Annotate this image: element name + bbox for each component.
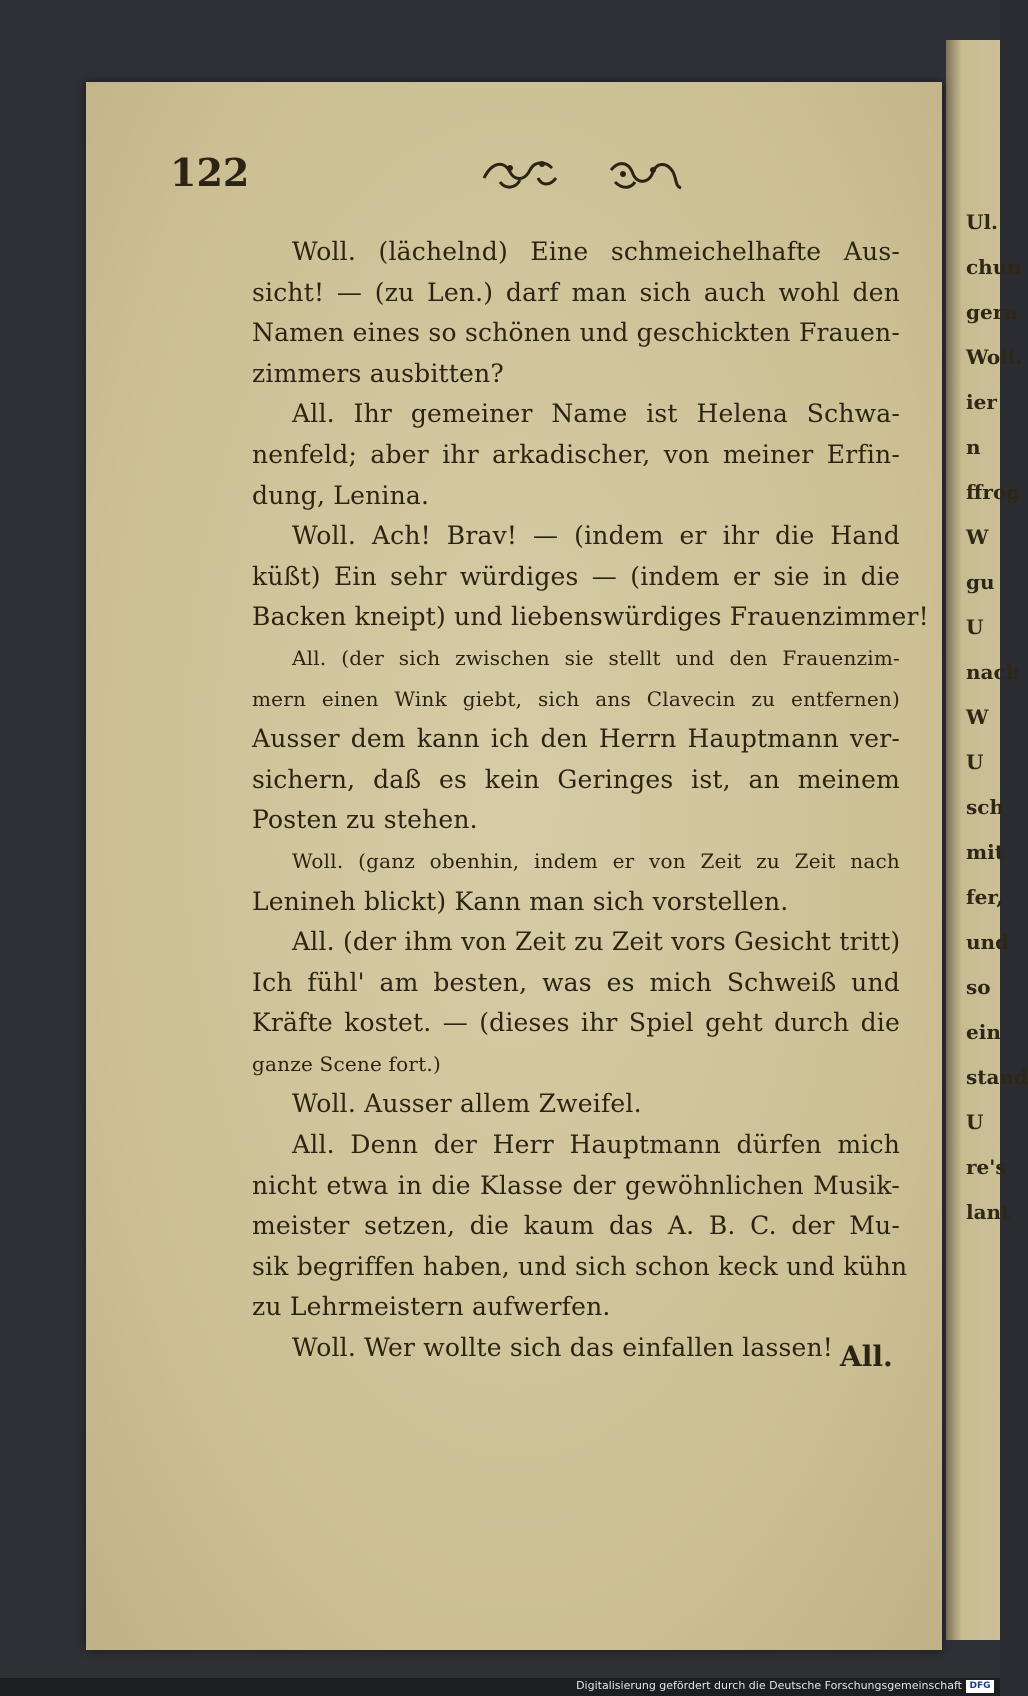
edge-fragment: ier: [966, 390, 997, 414]
text-line-content: sicht! — (zu Len.) darf man sich auch wohl den: [252, 277, 900, 307]
text-line-content: zimmers ausbitten?: [252, 358, 504, 388]
text-line-content: sik begriffen haben, und sich schon keck und kühn: [252, 1251, 908, 1281]
edge-fragment: Woll.: [966, 345, 1023, 369]
text-line-content: Woll. Ausser allem Zweifel.: [292, 1089, 642, 1119]
edge-fragment: U: [966, 1110, 984, 1134]
edge-fragment: sch: [966, 795, 1004, 819]
edge-fragment: und: [966, 930, 1010, 954]
adjacent-page-text-fragments: [966, 210, 1028, 1410]
text-line: [252, 1084, 900, 1125]
text-line-content: Backen kneipt) und liebenswürdiges Frauenzimmer!: [252, 602, 929, 632]
text-line-content: küßt) Ein sehr würdiges — (indem er sie in die: [252, 561, 900, 591]
ornament-left-icon: [480, 152, 560, 196]
edge-fragment: ein: [966, 1020, 1001, 1044]
text-line-content: Woll. (ganz obenhin, indem er von Zeit zu Zeit nach: [292, 848, 900, 873]
text-line: [252, 1166, 900, 1207]
text-line: [252, 800, 900, 841]
catchword: All.: [840, 1340, 893, 1373]
text-line: [252, 476, 900, 517]
text-line-content: All. Ihr gemeiner Name ist Helena Schwa-: [292, 399, 900, 429]
text-line-content: sichern, daß es kein Geringes ist, an meinem: [252, 764, 900, 794]
edge-fragment: U: [966, 615, 984, 639]
text-line-content: Woll. (lächelnd) Eine schmeichelhafte Aus-: [292, 237, 900, 266]
page-number: 122: [170, 150, 250, 195]
edge-fragment: re's: [966, 1155, 1007, 1179]
text-line: [252, 232, 900, 273]
text-line: [252, 882, 900, 923]
text-line: [252, 354, 900, 395]
text-line-content: ganze Scene fort.): [252, 1051, 441, 1076]
text-line: [252, 1125, 900, 1166]
text-line-content: mern einen Wink giebt, sich ans Clavecin zu entfernen): [252, 686, 900, 711]
ornament-right-icon: [605, 152, 685, 196]
edge-fragment: ffrog: [966, 480, 1021, 504]
edge-fragment: mit: [966, 840, 1004, 864]
edge-fragment: Ul.: [966, 210, 999, 234]
text-line-content: nicht etwa in die Klasse der gewöhnlichen Musik-: [252, 1170, 900, 1200]
text-line-content: Ausser dem kann ich den Herrn Hauptmann ver-: [252, 724, 900, 754]
edge-fragment: n: [966, 435, 981, 459]
edge-fragment: U: [966, 750, 984, 774]
body-text: [252, 232, 929, 1369]
text-line: [252, 1287, 900, 1328]
text-line: [252, 597, 929, 638]
dfg-logo: DFG: [966, 1680, 994, 1693]
text-line: [252, 841, 900, 882]
edge-fragment: gern: [966, 300, 1018, 324]
text-line-content: Woll. Ach! Brav! — (indem er ihr die Hand: [292, 521, 900, 551]
text-line-content: Namen eines so schönen und geschickten Frauen-: [252, 318, 900, 348]
text-line: [252, 1206, 900, 1247]
text-line: [252, 313, 900, 354]
text-line-content: Ich fühl' am besten, was es mich Schweiß und: [252, 967, 900, 997]
text-line: [252, 638, 900, 679]
edge-fragment: lant: [966, 1200, 1011, 1224]
text-line-content: nenfeld; aber ihr arkadischer, von meiner Erfin-: [252, 439, 900, 469]
text-line-content: Woll. Wer wollte sich das einfallen lassen!: [292, 1333, 834, 1363]
text-line-content: Posten zu stehen.: [252, 805, 478, 835]
text-line: [252, 1003, 900, 1044]
edge-fragment: gu: [966, 570, 995, 594]
text-line: [252, 273, 900, 314]
edge-fragment: so: [966, 975, 991, 999]
text-line-content: All. (der ihm von Zeit zu Zeit vors Gesicht tritt): [292, 927, 901, 957]
text-line: [252, 719, 900, 760]
text-line: [252, 1247, 908, 1288]
text-line: [252, 435, 900, 476]
text-line: [252, 394, 900, 435]
text-line: [252, 557, 900, 598]
text-line-content: All. (der sich zwischen sie stellt und den Frauenzim-: [292, 645, 900, 670]
text-line: [252, 1328, 900, 1369]
edge-fragment: stand: [966, 1065, 1028, 1089]
text-line: [252, 679, 900, 720]
edge-fragment: W: [966, 705, 989, 729]
edge-fragment: W: [966, 525, 989, 549]
text-line-content: zu Lehrmeistern aufwerfen.: [252, 1292, 611, 1322]
footer-credit: Digitalisierung gefördert durch die Deutsche Forschungsgemeinschaft: [576, 1679, 962, 1692]
text-line-content: Lenineh blickt) Kann man sich vorstellen.: [252, 886, 789, 916]
text-line: [252, 1044, 900, 1085]
edge-fragment: fer,: [966, 885, 1004, 909]
text-line: [252, 516, 900, 557]
edge-fragment: nach: [966, 660, 1021, 684]
text-line: [252, 922, 900, 963]
edge-fragment: chun: [966, 255, 1022, 279]
text-line-content: meister setzen, die kaum das A. B. C. der Mu-: [252, 1211, 900, 1241]
text-line-content: Kräfte kostet. — (dieses ihr Spiel geht durch die: [252, 1008, 900, 1038]
text-line: [252, 760, 900, 801]
text-line-content: All. Denn der Herr Hauptmann dürfen mich: [292, 1130, 900, 1160]
text-line: [252, 963, 900, 1004]
page-header: [170, 150, 910, 200]
text-line-content: dung, Lenina.: [252, 480, 430, 510]
